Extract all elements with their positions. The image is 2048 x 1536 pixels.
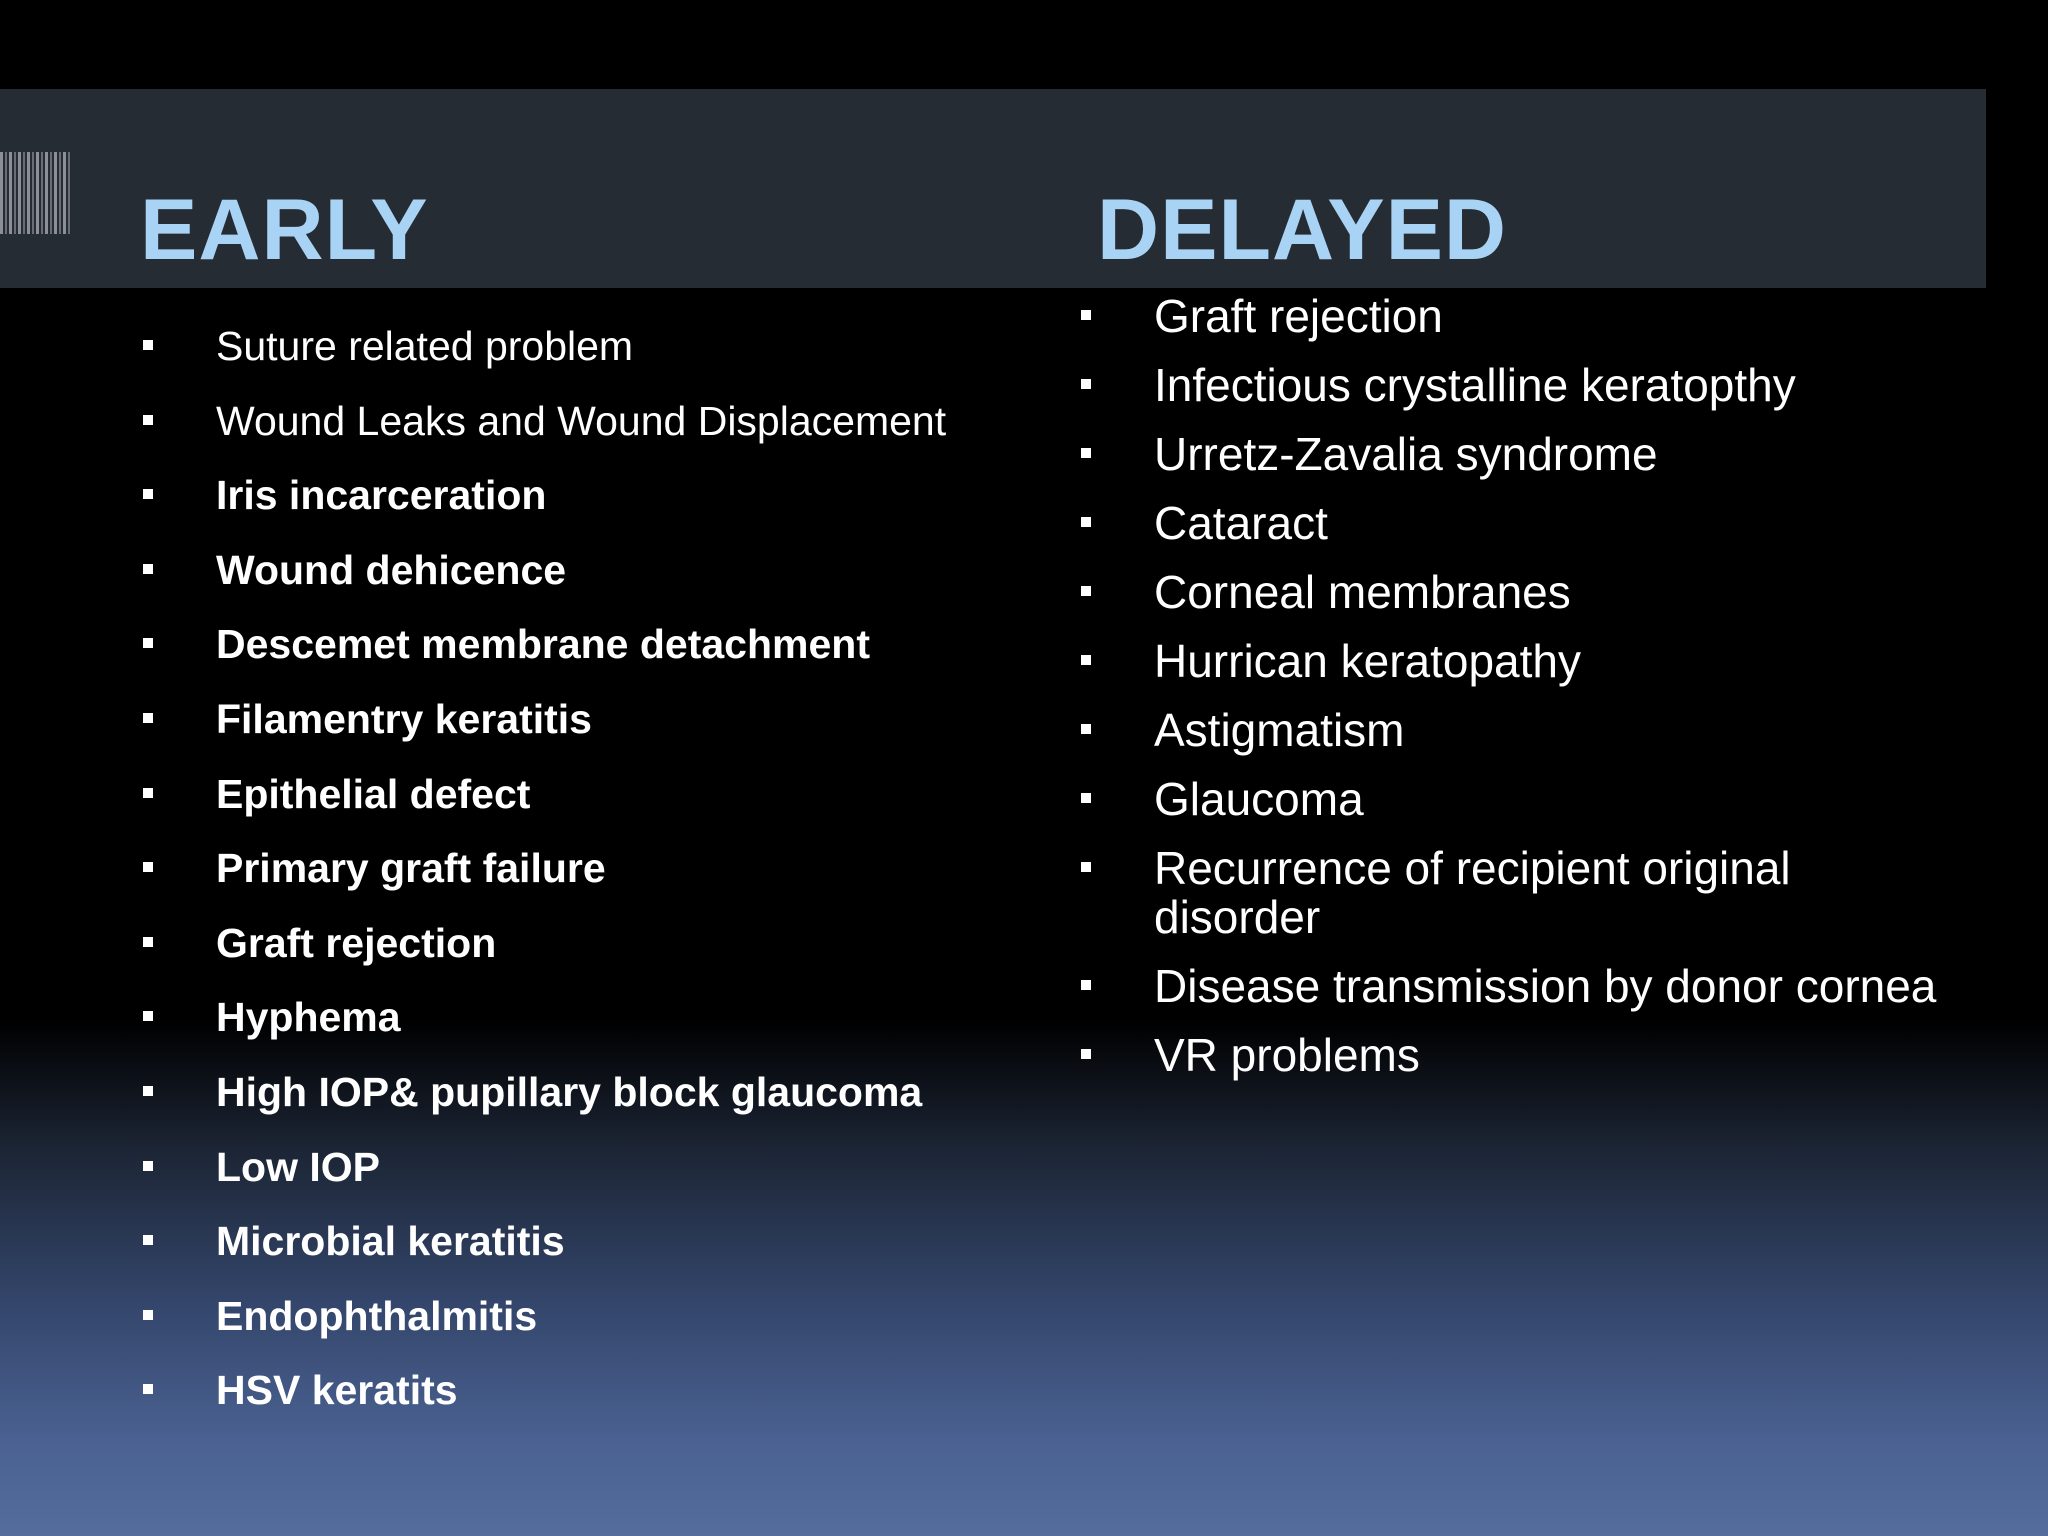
square-bullet-icon <box>1081 980 1091 990</box>
list-item <box>1081 1031 1961 1080</box>
list-item <box>1081 568 1961 617</box>
list-item <box>143 766 1003 841</box>
square-bullet-icon <box>143 862 153 872</box>
list-item <box>143 989 1003 1064</box>
square-bullet-icon <box>143 713 153 723</box>
early-item-text: Epithelial defect <box>216 770 531 817</box>
early-title: EARLY <box>140 182 429 278</box>
square-bullet-icon <box>143 788 153 798</box>
delayed-item-text: Disease transmission by donor cornea <box>1154 960 1937 1012</box>
square-bullet-icon <box>143 1235 153 1245</box>
list-item <box>1081 775 1961 824</box>
square-bullet-icon <box>1081 724 1091 734</box>
square-bullet-icon <box>1081 655 1091 665</box>
square-bullet-icon <box>143 937 153 947</box>
square-bullet-icon <box>1081 793 1091 803</box>
delayed-item-text: Glaucoma <box>1154 773 1364 825</box>
list-item <box>143 1213 1003 1288</box>
early-item-text: Microbial keratitis <box>216 1218 565 1265</box>
list-item <box>1081 361 1961 410</box>
square-bullet-icon <box>1081 1049 1091 1059</box>
list-item <box>143 915 1003 990</box>
delayed-item-text: Hurrican keratopathy <box>1154 635 1581 687</box>
square-bullet-icon <box>143 415 153 425</box>
decorative-stripes <box>0 152 72 234</box>
list-item <box>143 1139 1003 1214</box>
square-bullet-icon <box>143 564 153 574</box>
list-item <box>143 318 1003 393</box>
list-item <box>1081 962 1961 1011</box>
list-item <box>1081 637 1961 686</box>
delayed-item-text: VR problems <box>1154 1029 1420 1081</box>
delayed-item-text: Infectious crystalline keratopthy <box>1154 359 1796 411</box>
delayed-list <box>1081 292 1961 1100</box>
delayed-title: DELAYED <box>1097 182 1508 278</box>
early-item-text: Endophthalmitis <box>216 1292 538 1339</box>
early-item-text: Low IOP <box>216 1143 380 1190</box>
square-bullet-icon <box>1081 310 1091 320</box>
square-bullet-icon <box>143 1011 153 1021</box>
list-item <box>143 393 1003 468</box>
square-bullet-icon <box>1081 517 1091 527</box>
early-item-text: Primary graft failure <box>216 845 606 892</box>
list-item <box>143 691 1003 766</box>
list-item <box>143 1288 1003 1363</box>
early-item-text: Descemet membrane detachment <box>216 621 870 668</box>
early-item-text: Wound Leaks and Wound Displacement <box>216 397 947 444</box>
delayed-item-text: Cataract <box>1154 497 1328 549</box>
delayed-item-text: Urretz-Zavalia syndrome <box>1154 428 1658 480</box>
delayed-item-text: Astigmatism <box>1154 704 1405 756</box>
square-bullet-icon <box>1081 379 1091 389</box>
early-item-text: Iris incarceration <box>216 472 547 519</box>
early-item-text: High IOP& pupillary block glaucoma <box>216 1068 923 1115</box>
square-bullet-icon <box>1081 448 1091 458</box>
delayed-item-text: Corneal membranes <box>1154 566 1571 618</box>
list-item <box>1081 430 1961 479</box>
list-item <box>1081 706 1961 755</box>
square-bullet-icon <box>1081 586 1091 596</box>
list-item <box>1081 844 1961 942</box>
list-item <box>143 616 1003 691</box>
list-item <box>1081 292 1961 341</box>
square-bullet-icon <box>1081 862 1091 872</box>
early-item-text: Graft rejection <box>216 919 497 966</box>
list-item <box>143 542 1003 617</box>
early-item-text: Wound dehicence <box>216 546 567 593</box>
square-bullet-icon <box>143 489 153 499</box>
list-item <box>1081 499 1961 548</box>
list-item <box>143 840 1003 915</box>
square-bullet-icon <box>143 1310 153 1320</box>
list-item <box>143 467 1003 542</box>
square-bullet-icon <box>143 340 153 350</box>
early-item-text: Suture related problem <box>216 323 634 369</box>
early-list <box>143 318 1003 1437</box>
early-item-text: Filamentry keratitis <box>216 695 592 742</box>
square-bullet-icon <box>143 638 153 648</box>
list-item <box>143 1064 1003 1139</box>
delayed-item-text: Graft rejection <box>1154 290 1443 342</box>
square-bullet-icon <box>143 1086 153 1096</box>
list-item <box>143 1362 1003 1437</box>
early-item-text: Hyphema <box>216 994 401 1041</box>
square-bullet-icon <box>143 1161 153 1171</box>
delayed-item-text: Recurrence of recipient original disorder <box>1154 842 1791 943</box>
early-item-text: HSV keratits <box>216 1367 458 1414</box>
square-bullet-icon <box>143 1384 153 1394</box>
